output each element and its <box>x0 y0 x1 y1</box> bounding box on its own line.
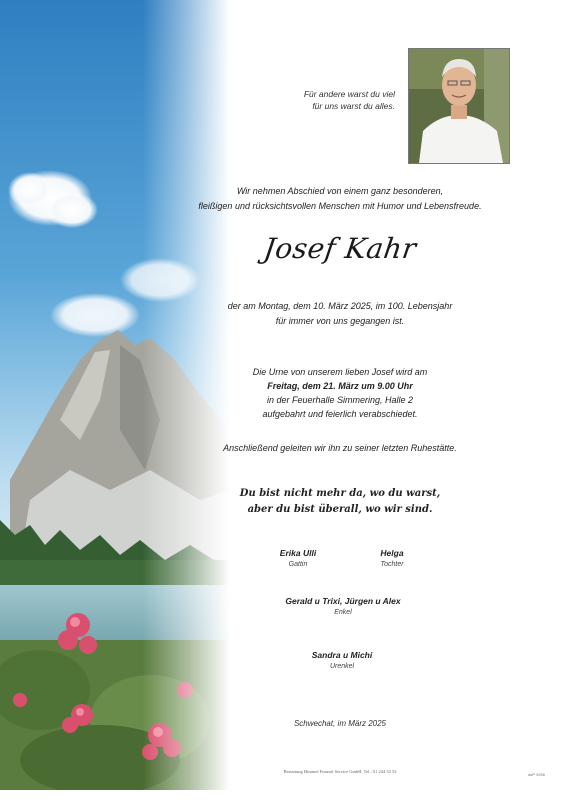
death-notice-line-1: der am Montag, dem 10. März 2025, im 100. Lebensjahr <box>227 301 453 311</box>
poem-line-2: aber du bist überall, wo wir sind. <box>247 504 433 515</box>
funeral-home-footer: Bestattung Himmel Funeral Service GmbH, Tel.: 01 244 33 52 <box>283 769 397 774</box>
mourner-relation: Enkel <box>334 609 352 616</box>
ceremony-info <box>180 365 500 421</box>
mourner-name: Erika Ulli <box>279 548 317 558</box>
memorial-poem <box>180 486 500 518</box>
mourner-name: Helga <box>380 548 404 558</box>
mourner-name: Sandra u Michi <box>311 650 373 660</box>
document-code: ddP 9256 <box>527 772 545 777</box>
portrait-quote-line-2: für uns warst du alles. <box>312 101 395 111</box>
mourner-grandchildren <box>250 595 436 618</box>
ceremony-line-4: aufgebahrt und feierlich verabschiedet. <box>262 409 418 419</box>
death-notice <box>180 299 500 329</box>
intro-line-1: Wir nehmen Abschied von einem ganz besonderen, <box>236 186 444 196</box>
portrait-quote-line-1: Für andere warst du viel <box>303 89 395 99</box>
deceased-name: Josef Kahr <box>261 232 419 265</box>
mourner-great-grandchildren <box>272 649 412 672</box>
death-notice-line-2: für immer von uns gegangen ist. <box>275 316 405 326</box>
ceremony-line-1: Die Urne von unserem lieben Josef wird am <box>252 367 428 377</box>
ceremony-location: in der Feuerhalle Simmering, Halle 2 <box>266 395 414 405</box>
mourner-name: Gerald u Trixi, Jürgen u Alex <box>285 596 401 606</box>
mourner-relation: Urenkel <box>329 663 355 670</box>
intro-line-2: fleißigen und rücksichtsvollen Menschen mit Humor und Lebensfreude. <box>198 201 482 211</box>
mourner-relation: Gattin <box>288 561 308 568</box>
place-date: Schwechat, im März 2025 <box>293 719 387 728</box>
mourner-daughter <box>322 547 462 570</box>
ceremony-date-time: Freitag, dem 21. März um 9.00 Uhr <box>267 381 413 391</box>
burial-note: Anschließend geleiten wir ihn zu seiner letzten Ruhestätte. <box>223 443 457 453</box>
mourner-relation: Tochter <box>380 561 404 568</box>
portrait-quote <box>255 88 395 112</box>
portrait-photo <box>408 48 510 164</box>
poem-line-1: Du bist nicht mehr da, wo du warst, <box>239 488 441 499</box>
intro-text <box>180 184 500 214</box>
